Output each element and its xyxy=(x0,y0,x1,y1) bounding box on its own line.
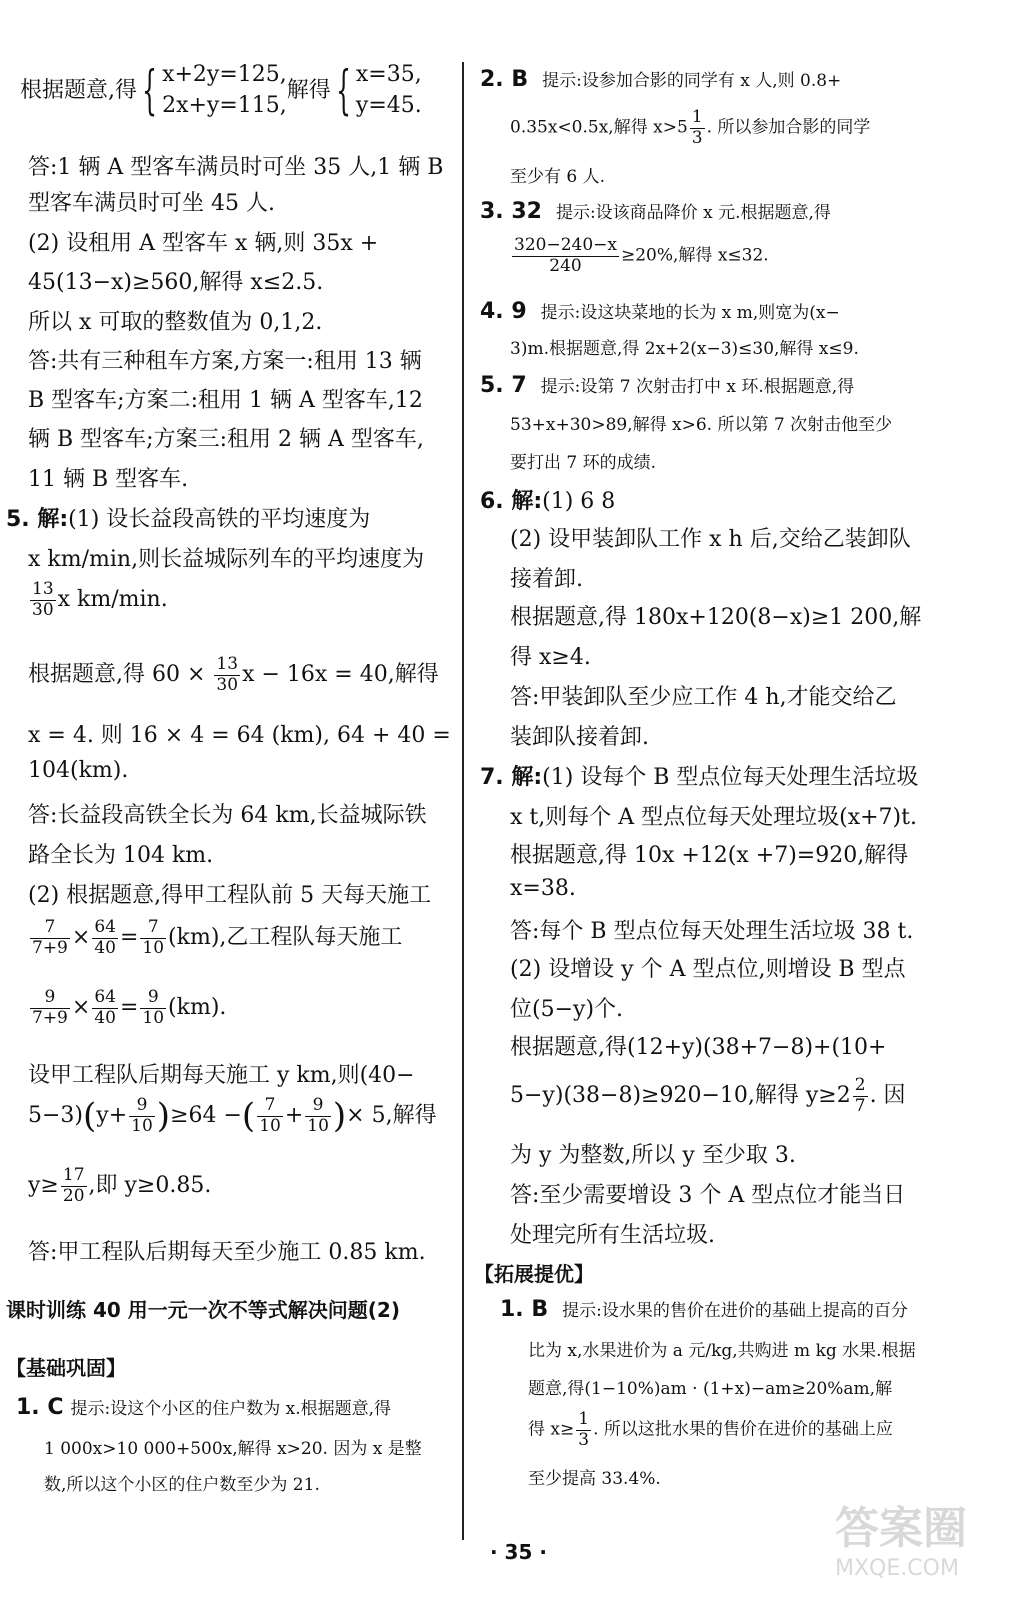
text: x km/min. xyxy=(57,587,168,613)
fraction-line xyxy=(28,580,168,620)
page-number: · 35 · xyxy=(490,1540,547,1564)
text: 5−y)(38−8)≥920−10,解得 y≥2 xyxy=(510,1083,851,1109)
text-line: 型客车满员时可坐 45 人. xyxy=(28,191,275,216)
text-line: 装卸队接着卸. xyxy=(510,725,649,750)
numerator: 13 xyxy=(32,579,54,599)
operator: + xyxy=(284,1103,304,1129)
text: (1) 6 8 xyxy=(542,489,616,514)
fraction-line xyxy=(510,108,870,148)
text-line: 路全长为 104 km. xyxy=(28,843,214,868)
paren: ) xyxy=(156,1096,171,1137)
text: (1) 设长益段高铁的平均速度为 xyxy=(68,507,371,532)
watermark-logo xyxy=(835,1492,1005,1582)
text-line: 根据题意,得 10x +12(x +7)=920,解得 xyxy=(510,843,909,868)
answer-7 xyxy=(480,760,918,791)
text-line: 得 x≥4. xyxy=(510,645,591,670)
text-line: x=38. xyxy=(510,876,576,901)
equation-line xyxy=(28,655,439,695)
numerator: 2 xyxy=(854,1075,866,1095)
text-line: x = 4. 则 16 × 4 = 64 (km), 64 + 40 = xyxy=(28,723,451,748)
text: ≥20%,解得 x≤32. xyxy=(620,245,769,266)
denominator: 10 xyxy=(259,1115,281,1136)
text: 提示:设参加合影的同学有 x 人,则 0.8+ xyxy=(542,71,842,91)
text: . 因 xyxy=(869,1083,906,1109)
fraction xyxy=(140,988,166,1028)
text-line: 至少有 6 人. xyxy=(510,167,606,187)
text-line: x t,则每个 A 型点位每天处理垃圾(x+7)t. xyxy=(510,805,917,830)
text: 提示:设这块菜地的长为 x m,则宽为(x− xyxy=(540,303,840,323)
numerator: 9 xyxy=(30,988,70,1009)
text-line: 答:共有三种租车方案,方案一:租用 13 辆 xyxy=(28,349,422,374)
text-line: 根据题意,得(12+y)(38+7−8)+(10+ xyxy=(510,1035,887,1060)
text: ≥64 − xyxy=(170,1103,242,1129)
denominator: 240 xyxy=(549,255,582,276)
numerator: 7 xyxy=(140,918,166,939)
question-label: 1. C xyxy=(16,1395,64,1420)
text-line: (2) 设甲装卸队工作 x h 后,交给乙装卸队 xyxy=(510,527,911,552)
answer-6 xyxy=(480,484,615,515)
denominator: 3 xyxy=(691,127,703,148)
text: 提示:设第 7 次射击打中 x 环.根据题意,得 xyxy=(540,377,855,397)
text: 提示:设这个小区的住户数为 x.根据题意,得 xyxy=(70,1399,392,1419)
denominator: 10 xyxy=(142,937,165,958)
text: 根据题意,得 60 × xyxy=(28,662,206,688)
fraction-line xyxy=(28,988,226,1028)
text-line: B 型客车;方案二:租用 1 辆 A 型客车,12 xyxy=(28,388,423,413)
text-line: 根据题意,得 180x+120(8−x)≥1 200,解 xyxy=(510,605,922,630)
fraction xyxy=(512,236,619,276)
text-line: 要打出 7 环的成绩. xyxy=(510,453,657,473)
question-label: 3. 32 xyxy=(480,199,542,224)
fraction-line xyxy=(510,1076,906,1116)
text: 0.35x<0.5x,解得 x>5 xyxy=(510,117,688,138)
answer-5 xyxy=(480,372,854,398)
numerator: 320−240−x xyxy=(514,235,617,255)
denominator: 10 xyxy=(307,1115,329,1136)
brace: { xyxy=(142,60,157,121)
text-line: 位(5−y)个. xyxy=(510,997,624,1022)
column-divider xyxy=(462,62,464,1540)
text: 提示:设该商品降价 x 元.根据题意,得 xyxy=(555,203,831,223)
question-label: 2. B xyxy=(480,67,529,92)
denominator: 3 xyxy=(578,1429,590,1450)
fraction-line xyxy=(510,236,769,276)
text: 提示:设水果的售价在进价的基础上提高的百分 xyxy=(562,1301,908,1321)
question-label: 4. 9 xyxy=(480,299,527,324)
equation: y=45. xyxy=(355,92,422,118)
paren: ) xyxy=(332,1096,347,1137)
denominator: 7 xyxy=(854,1095,866,1116)
text-line: 答:至少需要增设 3 个 A 型点位才能当日 xyxy=(510,1183,906,1208)
inequality-line xyxy=(28,1096,437,1136)
watermark-text: 答案圈 xyxy=(835,1503,967,1554)
text-line: (2) 设增设 y 个 A 型点位,则增设 B 型点 xyxy=(510,957,906,982)
text: (km),乙工程队每天施工 xyxy=(168,925,403,951)
text-line: 处理完所有生活垃圾. xyxy=(510,1223,715,1248)
paren: ( xyxy=(83,1096,97,1137)
question-label: 5. 解: xyxy=(6,507,69,532)
text: (1) 设每个 B 型点位每天处理生活垃圾 xyxy=(542,765,919,790)
text-line: 比为 x,水果进价为 a 元/kg,共购进 m kg 水果.根据 xyxy=(528,1341,916,1361)
text-line: (2) 根据题意,得甲工程队前 5 天每天施工 xyxy=(28,883,432,908)
fraction xyxy=(92,918,118,958)
text-line: 为 y 为整数,所以 y 至少取 3. xyxy=(510,1143,796,1168)
text-line: 至少提高 33.4%. xyxy=(528,1469,661,1489)
text-line: 1 000x>10 000+500x,解得 x>20. 因为 x 是整 xyxy=(44,1439,422,1459)
fraction xyxy=(576,1410,591,1450)
question-5-line xyxy=(6,502,370,533)
numerator: 9 xyxy=(129,1096,155,1117)
fraction xyxy=(214,655,240,695)
text-line: (2) 设租用 A 型客车 x 辆,则 35x + xyxy=(28,231,379,256)
fraction-line xyxy=(28,918,402,958)
text-line: 104(km). xyxy=(28,758,129,783)
numerator: 13 xyxy=(216,654,239,674)
operator: = xyxy=(119,925,139,951)
denominator: 7+9 xyxy=(32,1007,68,1028)
fraction xyxy=(305,1096,331,1136)
numerator: 64 xyxy=(94,917,116,937)
equation: x=35, xyxy=(355,62,422,87)
text-line: 设甲工程队后期每天施工 y km,则(40− xyxy=(28,1063,415,1088)
question-label: 7. 解: xyxy=(480,765,543,790)
basic-q1 xyxy=(16,1394,391,1420)
text-line: 数,所以这个小区的住户数至少为 21. xyxy=(44,1475,320,1495)
denominator: 7+9 xyxy=(32,937,68,958)
answer-2 xyxy=(480,66,841,92)
text: 得 x≥ xyxy=(528,1419,575,1440)
numerator: 9 xyxy=(305,1096,331,1117)
denominator: 30 xyxy=(216,674,239,695)
operator: × xyxy=(71,925,91,951)
text: y+ xyxy=(96,1103,128,1129)
text-line: 答:每个 B 型点位每天处理生活垃圾 38 t. xyxy=(510,919,914,944)
answer-3 xyxy=(480,198,831,224)
system-equations xyxy=(162,60,287,122)
denominator: 10 xyxy=(131,1115,153,1136)
equation: x+2y=125, xyxy=(162,62,287,87)
fraction-line xyxy=(528,1410,893,1450)
fraction xyxy=(30,988,70,1028)
text-line: 答:甲装卸队至少应工作 4 h,才能交给乙 xyxy=(510,685,897,710)
text-line: 题意,得(1−10%)am · (1+x)−am≥20%am,解 xyxy=(528,1379,893,1399)
denominator: 10 xyxy=(142,1007,165,1028)
text-line: 答:长益段高铁全长为 64 km,长益城际铁 xyxy=(28,803,427,828)
fraction xyxy=(140,918,166,958)
numerator: 64 xyxy=(94,987,116,1007)
text-line: 11 辆 B 型客车. xyxy=(28,467,189,492)
equation-system xyxy=(20,60,422,122)
section-heading: 【拓展提优】 xyxy=(474,1262,594,1286)
brace: { xyxy=(335,60,351,121)
fraction xyxy=(257,1096,283,1136)
numerator: 9 xyxy=(140,988,166,1009)
equation: 2x+y=115, xyxy=(162,92,287,118)
text-line: x km/min,则长益城际列车的平均速度为 xyxy=(28,547,425,572)
text-line: 3)m.根据题意,得 2x+2(x−3)≤30,解得 x≤9. xyxy=(510,339,859,359)
operator: = xyxy=(119,995,139,1021)
fraction xyxy=(30,580,56,620)
text-line: 答:甲工程队后期每天至少施工 0.85 km. xyxy=(28,1240,426,1265)
numerator: 1 xyxy=(691,107,703,127)
text: 解得 xyxy=(286,77,331,103)
text: x − 16x = 40,解得 xyxy=(242,662,439,688)
text: × 5,解得 xyxy=(346,1103,437,1129)
denominator: 40 xyxy=(94,937,116,958)
system-solution xyxy=(356,60,422,122)
question-label: 6. 解: xyxy=(480,489,543,514)
text: ,即 y≥0.85. xyxy=(88,1173,212,1199)
text-line: 答:1 辆 A 型客车满员时可坐 35 人,1 辆 B xyxy=(28,155,444,180)
question-label: 5. 7 xyxy=(480,373,527,398)
text: 5−3) xyxy=(28,1103,84,1129)
text: (km). xyxy=(168,995,227,1021)
text-line: 所以 x 可取的整数值为 0,1,2. xyxy=(28,310,323,335)
text: . 所以参加合影的同学 xyxy=(706,117,871,138)
denominator: 40 xyxy=(94,1007,116,1028)
fraction xyxy=(92,988,118,1028)
answer-4 xyxy=(480,298,840,324)
fraction xyxy=(129,1096,155,1136)
text: . 所以这批水果的售价在进价的基础上应 xyxy=(593,1419,893,1440)
section-title: 课时训练 40 用一元一次不等式解决问题(2) xyxy=(6,1298,400,1322)
numerator: 7 xyxy=(257,1096,283,1117)
denominator: 20 xyxy=(62,1185,85,1206)
fraction xyxy=(61,1166,87,1206)
text-line: 53+x+30>89,解得 x>6. 所以第 7 次射击他至少 xyxy=(510,415,893,435)
fraction-line xyxy=(28,1166,211,1206)
text: y≥ xyxy=(28,1173,59,1199)
paren: ( xyxy=(241,1096,256,1137)
watermark-url: MXQE.COM xyxy=(835,1556,959,1581)
text-line: 45(13−x)≥560,解得 x≤2.5. xyxy=(28,270,324,295)
fraction xyxy=(853,1076,868,1116)
numerator: 17 xyxy=(62,1165,85,1185)
extension-q1 xyxy=(500,1296,908,1322)
numerator: 7 xyxy=(30,918,70,939)
text-line: 接着卸. xyxy=(510,567,583,592)
denominator: 30 xyxy=(32,599,54,620)
section-heading: 【基础巩固】 xyxy=(6,1356,126,1380)
fraction xyxy=(30,918,70,958)
operator: × xyxy=(71,995,91,1021)
fraction xyxy=(690,108,705,148)
text-line: 辆 B 型客车;方案三:租用 2 辆 A 型客车, xyxy=(28,427,424,452)
question-label: 1. B xyxy=(500,1297,549,1322)
numerator: 1 xyxy=(578,1409,590,1429)
text: 根据题意,得 xyxy=(20,77,137,103)
